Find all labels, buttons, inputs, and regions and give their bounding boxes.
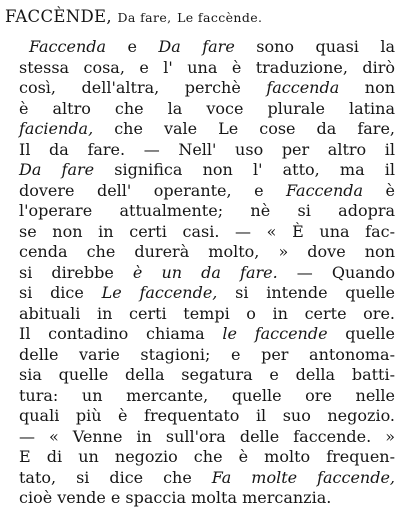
italic-term: Fa molte faccende,: [211, 467, 396, 487]
text-line: [19, 427, 395, 448]
text-line: [19, 468, 395, 489]
text-line: [19, 447, 395, 468]
text-run: stessa cosa, e l' una è traduzione, dirò: [19, 57, 395, 77]
text-run: si dice: [19, 283, 102, 302]
italic-term: Faccenda: [286, 180, 364, 200]
text-run: abituali in certi tempi o in certe ore.: [19, 303, 395, 323]
text-line: [19, 304, 395, 325]
italic-term: le faccende: [222, 324, 328, 343]
italic-term: faccenda: [266, 78, 340, 97]
text-line: [19, 242, 395, 263]
text-line: [19, 222, 395, 243]
text-run: che vale Le cose da fare,: [93, 119, 395, 138]
text-run: dovere dell' operante, e: [19, 180, 287, 200]
entry-body-paragraph: [19, 37, 395, 509]
italic-term: Faccenda: [29, 37, 107, 56]
text-line: [19, 386, 395, 407]
text-run: — « Venne in sull'ora delle faccende. »: [19, 426, 395, 446]
text-run: — Quando: [277, 262, 396, 282]
text-run: così, dell'altra, perchè: [19, 78, 267, 97]
text-line: [19, 119, 395, 140]
entry-variant-da-fare: Da fare,: [117, 10, 172, 25]
text-run: quelle: [327, 324, 395, 343]
italic-term: Da fare: [19, 160, 95, 179]
text-run: si intende quelle: [217, 283, 396, 302]
text-line: [19, 345, 395, 366]
italic-term: Le faccende,: [101, 283, 218, 302]
entry-variant-le-faccende: Le faccènde.: [177, 10, 263, 25]
text-run: delle varie stagioni; e per antonoma-: [19, 344, 395, 364]
text-line: [19, 324, 395, 345]
text-line: [19, 140, 395, 161]
text-line: [19, 181, 395, 202]
text-run: significa non l' atto, ma il: [94, 160, 396, 179]
text-line: [19, 263, 395, 284]
text-line: [19, 406, 395, 427]
text-run: è altro che la voce plurale latina: [19, 98, 395, 118]
text-run: tato, si dice che: [19, 467, 212, 487]
text-line: [19, 78, 395, 99]
text-run: E di un negozio che è molto frequen-: [19, 447, 395, 466]
text-line: [19, 58, 395, 79]
text-run: Il contadino chiama: [19, 324, 223, 343]
italic-term: facienda,: [19, 119, 94, 138]
text-run: se non in certi casi. — « È una fac-: [19, 221, 395, 241]
italic-term: Da fare: [158, 37, 235, 56]
text-run: sono quasi la: [234, 37, 396, 56]
text-run: cenda che durerà molto, » dove non: [19, 242, 395, 261]
text-run: è: [363, 180, 395, 200]
text-line: [19, 488, 395, 509]
text-line: [19, 99, 395, 120]
text-run: si direbbe: [19, 262, 133, 282]
entry-heading: [5, 5, 262, 30]
text-run: non: [339, 78, 396, 97]
text-run: e: [106, 37, 159, 56]
text-line: [19, 201, 395, 222]
text-line: [19, 283, 395, 304]
text-line: [19, 160, 395, 181]
text-run: cioè vende e spaccia molta mercanzia.: [19, 488, 332, 507]
text-run: quali più è frequentato il suo negozio.: [19, 406, 395, 425]
entry-headword: FACCÈNDE,: [5, 7, 112, 26]
text-run: sia quelle della segatura e della batti-: [19, 365, 395, 384]
text-line: [19, 37, 395, 58]
text-run: tura: un mercante, quelle ore nelle: [19, 385, 395, 405]
text-run: l'operare attualmente; nè si adopra: [19, 201, 395, 220]
text-line: [19, 365, 395, 386]
italic-term: è un da fare.: [132, 262, 278, 282]
text-run: Il da fare. — Nell' uso per altro il: [19, 139, 395, 159]
